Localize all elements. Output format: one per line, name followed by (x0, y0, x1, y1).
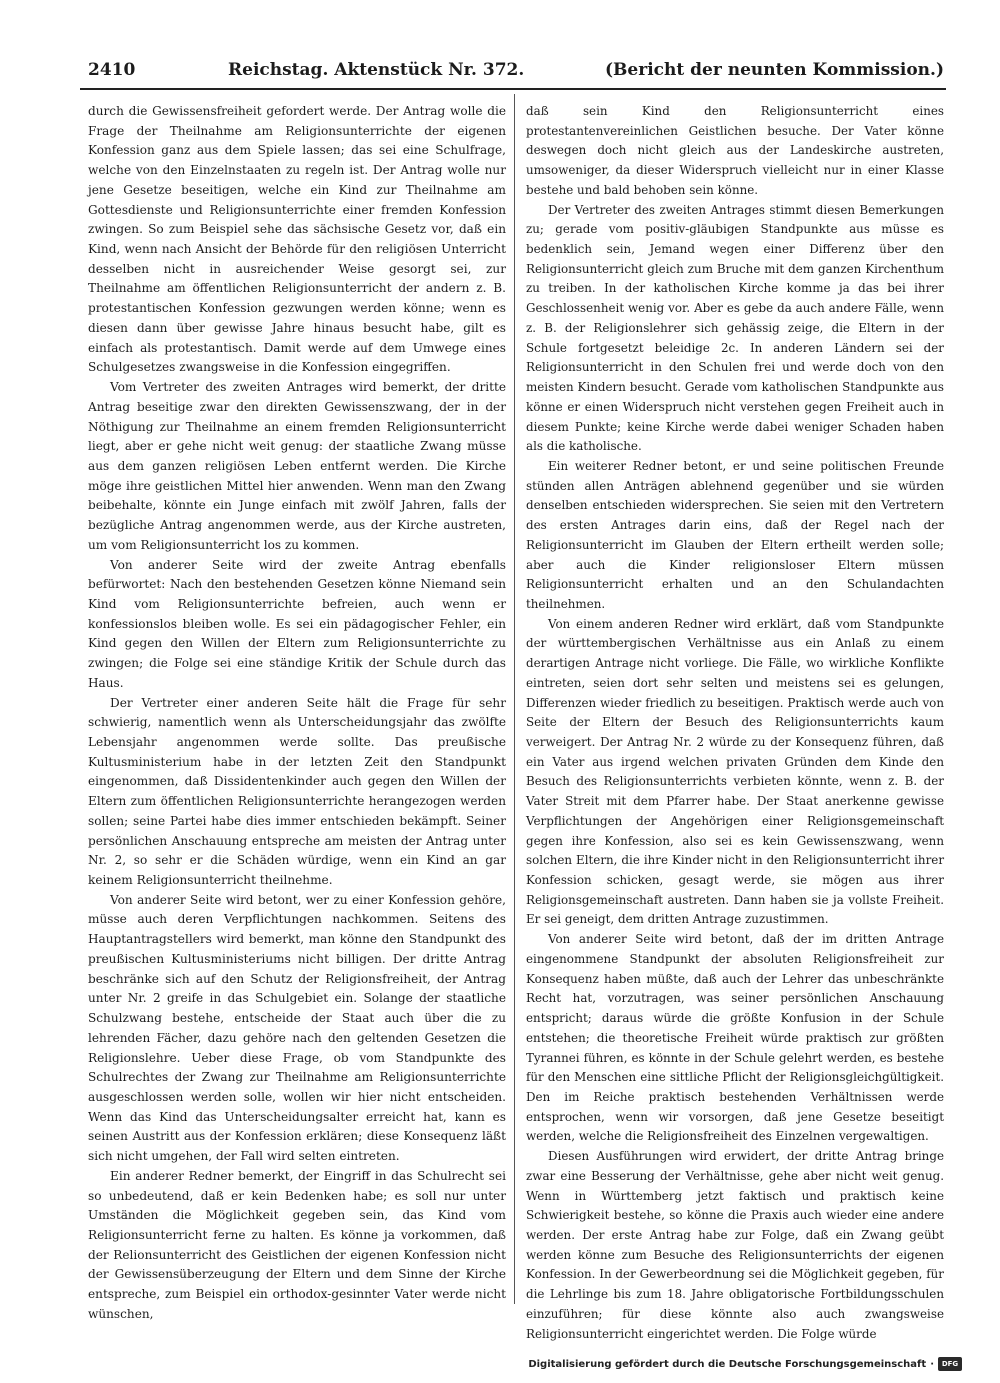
header-subtitle: (Bericht der neunten Kommission.) (605, 60, 944, 80)
page-number: 2410 (88, 60, 136, 80)
paragraph: daß sein Kind den Religionsunterricht eines protestantenvereinlichen Geistlichen besuche. Der Vater könne deswegen doch nicht gleich aus der Landeskirche austreten, umsoweniger, da dieser Widerspruch vielleicht nur in einer Klasse bestehe und bald behoben sein könne. (526, 104, 944, 197)
column-divider (514, 94, 515, 1304)
header-rule (80, 88, 946, 90)
page-header (88, 60, 944, 86)
dfg-logo-icon: DFG (938, 1357, 962, 1371)
paragraph: Der Vertreter des zweiten Antrages stimmt diesen Bemerkungen zu; gerade vom positiv-gläubigen Standpunkte aus müsse es bedenklich sein, Jemand wegen einer Differenz über den Religionsunterricht gleich zum Bruche mit dem ganzen Kirchenthum zu treiben. In der katholischen Kirche komme ja das bei ihrer Geschlossenheit wenig vor. Aber es gebe da auch andere Fälle, wenn z. B. der Religionslehrer sich gehässig zeige, die Eltern in der Schule fortgesetzt beleidige 2c. In anderen Ländern sei der Religionsunterricht in den Schulen frei und werde doch von den meisten Kindern besucht. Gerade vom katholischen Standpunkte aus könne er einen Widerspruch nicht verstehen gegen Freiheit auch in diesem Punkte; keine Kirche werde dabei weniger Schaden haben als die katholische. (526, 202, 944, 454)
paragraph: Von anderer Seite wird betont, wer zu einer Konfession gehöre, müsse auch deren Verpflichtungen nachkommen. Seitens des Hauptantragstellers wird bemerkt, man könne den Standpunkt des preußischen Kultusministeriums nicht billigen. Der dritte Antrag beschränke sich auf den Schutz der Religionsfreiheit, der Antrag unter Nr. 2 greife in das Schulgebiet ein. Solange der staatliche Schulzwang bestehe, entscheide der Staat auch über die zu lehrenden Fächer, dazu gehöre nach den geltenden Gesetzen die Religionslehre. Ueber diese Frage, ob vom Standpunkte des Schulrechtes der Zwang zur Theilnahme am Religionsunterrichte ausgeschlossen werden solle, wollen wir hier nicht entscheiden. Wenn das Kind das Unterscheidungsalter erreicht hat, kann es seinen Austritt aus der Konfession erklären; diese Konsequenz läßt sich nicht umgehen, der Fall wird selten eintreten. (88, 892, 506, 1164)
paragraph: Vom Vertreter des zweiten Antrages wird bemerkt, der dritte Antrag beseitige zwar den direkten Gewissenszwang, der in der Nöthigung zur Theilnahme an einem fremden Religionsunterricht liegt, aber er gehe nicht weit genug: der staatliche Zwang müsse aus dem ganzen religiösen Leben entfernt werden. Die Kirche möge ihre geistlichen Mittel hier anwenden. Wenn man den Zwang beibehalte, könnte ein Junge einfach mit zwölf Jahren, falls der bezügliche Antrag angenommen werde, aus der Kirche austreten, um vom Religionsunterricht los zu kommen. (88, 380, 506, 552)
paragraph: Von anderer Seite wird der zweite Antrag ebenfalls befürwortet: Nach den bestehenden Gesetzen könne Niemand sein Kind vom Religionsunterrichte befreien, auch wenn er konfessionslos bleiben wolle. Es sei ein pädagogischer Fehler, ein Kind gegen den Willen der Eltern zum Religionsunterrichte zu zwingen; die Folge sei eine ständige Kritik der Schule durch das Haus. (88, 557, 506, 690)
left-column (88, 102, 506, 1325)
paragraph: Von einem anderen Redner wird erklärt, daß vom Standpunkte der württembergischen Verhältnisse aus ein Anlaß zu einem derartigen Antrage nicht vorliege. Die Fälle, wo wirkliche Konflikte eintreten, seien dort sehr selten und meistens sei es gelungen, Differenzen wieder friedlich zu beseitigen. Praktisch werde auch von Seite der Eltern der Besuch des Religionsunterrichts kaum verweigert. Der Antrag Nr. 2 würde zu der Konsequenz führen, daß ein Vater aus irgend welchen privaten Gründen dem Kinde den Besuch des Religionsunterrichts verbieten könnte, wenn z. B. der Vater Streit mit dem Pfarrer habe. Der Staat anerkenne gewisse Verpflichtungen der Angehörigen einer Religionsgemeinschaft gegen ihre Konfession, also sei es kein Gewissenszwang, wenn solchen Eltern, die ihre Kinder nicht in den Religionsunterricht ihrer Konfession schicken, gesagt werde, sie mögen aus ihrer Religionsgemeinschaft austreten. Dann haben sie ja vollste Freiheit. Er sei geneigt, dem dritten Antrage zuzustimmen. (526, 616, 944, 927)
paragraph: Ein anderer Redner bemerkt, der Eingriff in das Schulrecht sei so unbedeutend, daß er kein Bedenken habe; es soll nur unter Umständen die Möglichkeit gegeben sein, das Kind vom Religionsunterricht ferne zu halten. Es könne ja vorkommen, daß der Relionsunterricht des Geistlichen der eigenen Konfession nicht der Gewissensüberzeugung der Eltern und dem Sinne der Kirche entspreche, zum Beispiel ein orthodox-gesinnter Vater werde nicht wünschen, (88, 1168, 506, 1321)
paragraph: Der Vertreter einer anderen Seite hält die Frage für sehr schwierig, namentlich wenn als Unterscheidungsjahr das zwölfte Lebensjahr angenommen werde sollte. Das preußische Kultusministerium habe in der letzten Zeit den Standpunkt eingenommen, daß Dissidentenkinder auch gegen den Willen der Eltern zum öffentlichen Religionsunterrichte herangezogen werden sollen; seine Partei habe dies immer entschieden bekämpft. Seiner persönlichen Anschauung entspreche am meisten der Antrag unter Nr. 2, so sehr er die Schäden würdige, wenn ein Kind an gar keinem Religionsunterricht theilnehme. (88, 695, 506, 888)
footer-credit: Digitalisierung gefördert durch die Deutsche Forschungsgemeinschaft (528, 1358, 927, 1370)
paragraph: Ein weiterer Redner betont, er und seine politischen Freunde stünden allen Anträgen ablehnend gegenüber und sie würden denselben entschieden widersprechen. Sie seien mit den Vertretern des ersten Antrages darin eins, daß der Regel nach der Religionsunterricht im Glauben der Eltern ertheilt werden solle; aber auch die Kinder religionsloser Eltern müssen Religionsunterricht erhalten und an den Schulandachten theilnehmen. (526, 458, 944, 611)
right-column (526, 102, 944, 1344)
digitization-footer: Digitalisierung gefördert durch die Deutsche Forschungsgemeinschaft · DFG (528, 1355, 962, 1373)
paragraph: durch die Gewissensfreiheit gefordert werde. Der Antrag wolle die Frage der Theilnahme am Religionsunterrichte der eigenen Konfession ganz aus dem Spiele lassen; das sei eine Schulfrage, welche von den Einzelnstaaten zu regeln ist. Der Antrag wolle nur jene Gesetze beseitigen, welche ein Kind zur Theilnahme am Gottesdienste und Religionsunterrichte einer fremden Konfession zwingen. So zum Beispiel sehe das sächsische Gesetz vor, daß ein Kind, wenn nach Ansicht der Behörde für den religiösen Unterricht desselben nicht in ausreichender Weise gesorgt sei, zur Theilnahme am öffentlichen Religionsunterricht der andern z. B. protestantischen Konfession gezwungen werden könne; wenn es diesen dann über gewisse Jahre hinaus besucht habe, gilt es einfach als protestantisch. Damit werde auf dem Umwege eines Schulgesetzes zwangsweise in die Konfession eingegriffen. (88, 104, 506, 375)
paragraph: Diesen Ausführungen wird erwidert, der dritte Antrag bringe zwar eine Besserung der Verhältnisse, gehe aber nicht weit genug. Wenn in Württemberg jetzt faktisch und praktisch keine Schwierigkeit bestehe, so könne die Praxis auch wieder eine andere werden. Der erste Antrag habe zur Folge, daß ein Zwang geübt werden könne zum Besuche des Religionsunterrichts der eigenen Konfession. In der Gewerbeordnung sei die Möglichkeit gegeben, für die Lehrlinge bis zum 18. Jahre obligatorische Fortbildungsschulen einzuführen; für diese könnte also auch zwangsweise Religionsunterricht eingerichtet werden. Die Folge würde (526, 1149, 944, 1341)
paragraph: Von anderer Seite wird betont, daß der im dritten Antrage eingenommene Standpunkt der absoluten Religionsfreiheit zur Konsequenz haben müßte, daß auch der Lehrer das unbeschränkte Recht hat, vorzutragen, was seiner persönlichen Anschauung entspricht; daraus würde die größte Konfusion in der Schule entstehen; die theoretische Freiheit würde praktisch zur größten Tyrannei führen, es könnte in der Schule gelehrt werden, es bestehe für den Menschen eine sittliche Pflicht der Religionsgleichgültigkeit. Den im Reiche praktisch bestehenden Verhältnissen werde entsprochen, wenn wir vorsorgen, daß jene Gesetze beseitigt werden, welche die Religionsfreiheit des Einzelnen vergewaltigen. (526, 932, 944, 1144)
header-title: Reichstag. Aktenstück Nr. 372. (228, 60, 525, 80)
